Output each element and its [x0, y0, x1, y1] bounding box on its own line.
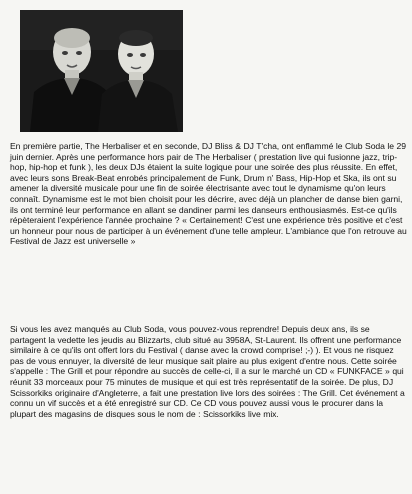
photo-two-men: [20, 10, 183, 132]
article-paragraph-2: Si vous les avez manqués au Club Soda, vous pouvez-vous reprendre! Depuis deux ans, ils se partagent la vedette les jeudis au Blizzarts, club situé au 3958A, St-Laurent. Ils offrent une performance similaire à ce qu'ils ont offert lors du Festival ( danse avec la crowd comprise! ;-) ). Et vous ne risquez pas de vous ennuyer, la diversité de leur musique sait plaire au plus exigent d'entre nous. Cette soirée s'appelle : The Grill et pour répondre au succès de celle-ci, il a sur le marché un CD « FUNKFACE » qui réunit 33 morceaux pour 75 minutes de musique et qui est très représentatif de la soirée. De plus, DJ Scissorkiks originaire d'Angleterre, a fait une prestation live lors des soirées : The Grill. Cet événement a connu un vif succès et a été enregistré sur CD. Ce CD vous pouvez aussi vous le procurer dans la plupart des magasins de disques sous le nom de : Scissorkiks live mix.: [10, 324, 405, 419]
two-men-portrait-icon: [20, 10, 183, 132]
article-paragraph-1: En première partie, The Herbaliser et en seconde, DJ Bliss & DJ T'cha, ont enflammé le Club Soda le 29 juin dernier. Après une performance hors pair de The Herbaliser ( prestation live qui fusionne jazz, trip-hop, hip-hop et funk ), les deux DJs étaient la suite logique pour une soirée des plus réussite. En effet, avec leurs sons Break-Beat enrobés principalement de Funk, Drum n' Bass, Hip-Hop et Ska, ils ont su amener la diversité musicale pour une fin de soirée électrisante avec tout le dynamisme qu'on leurs connaît. Dynamisme est le mot bien choisit pour les décrire, avec déjà un plancher de danse bien garni, ils ont terminé leur performance en allant se dandiner parmi les danseurs enthousiasmés. Est-ce qu'ils répèteraient l'expérience l'année prochaine ? « Certainement! C'est une expérience très positive et c'est un honneur pour nous de participer à un événement d'une telle ampleur. L'ambiance que l'on retrouve au Festival de Jazz est universelle »: [10, 141, 407, 247]
